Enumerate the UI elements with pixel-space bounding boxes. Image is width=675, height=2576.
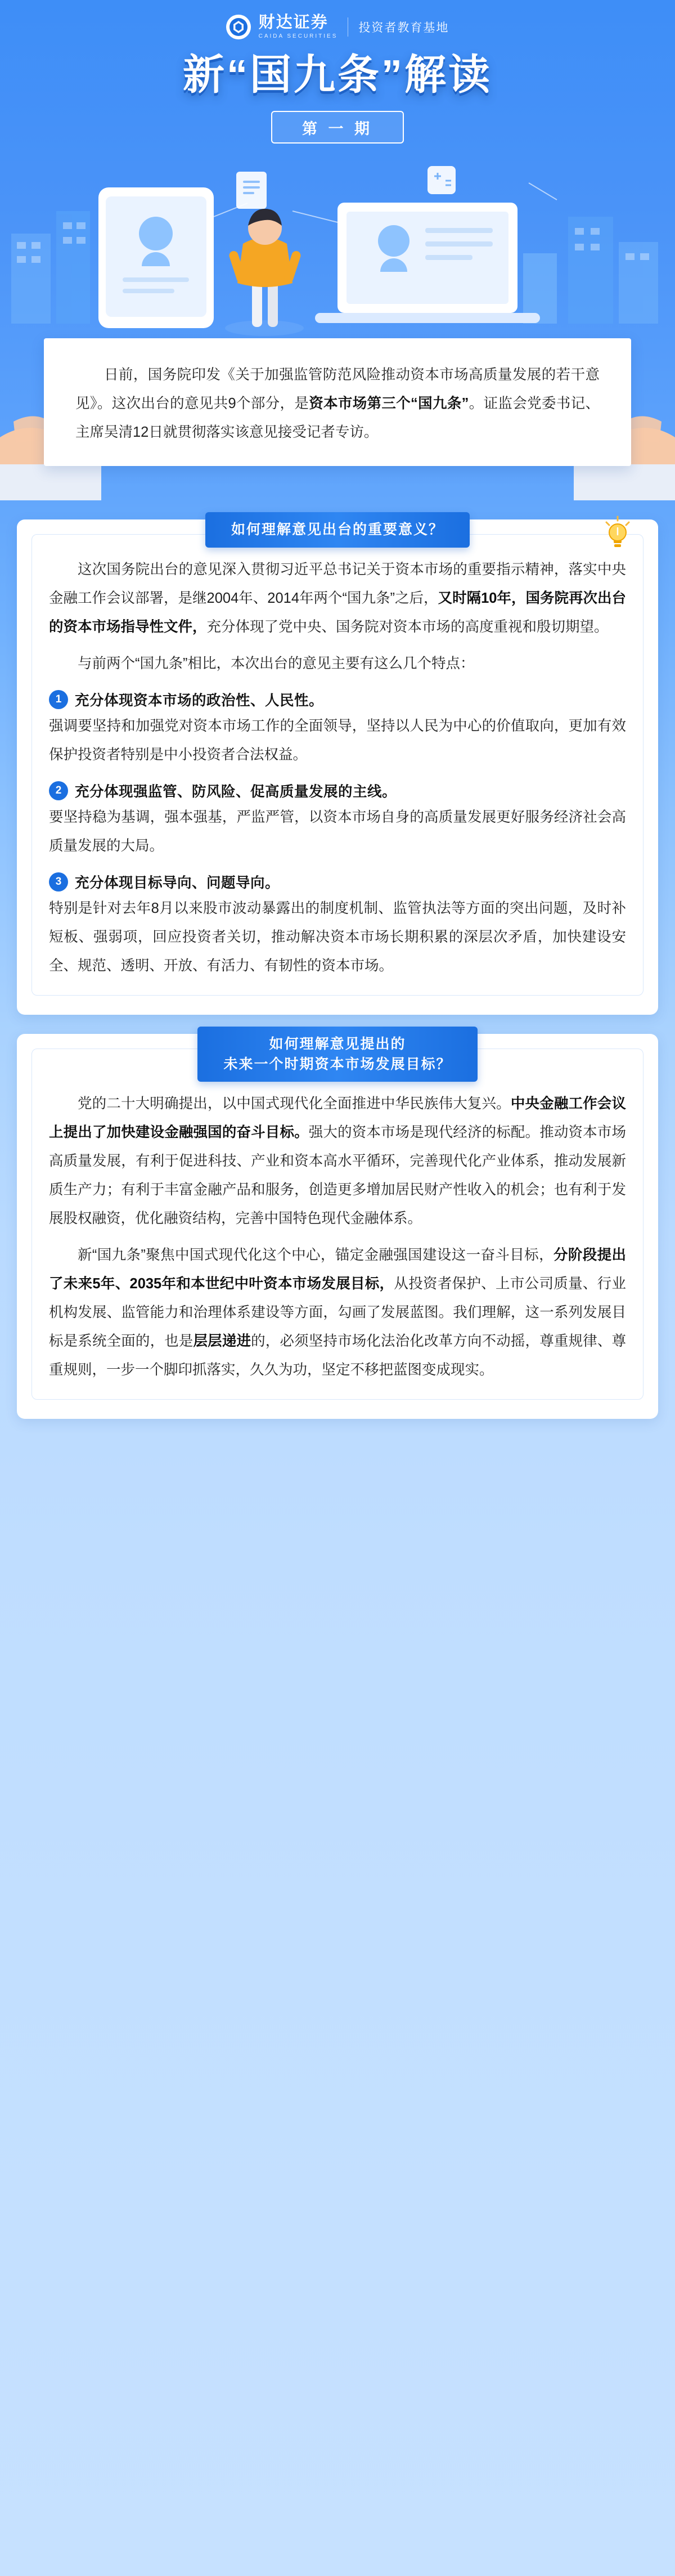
s1p1-part3: 充分体现了党中央、国务院对资本市场的高度重视和殷切期望。 (206, 619, 609, 635)
section-1-paragraph-1 (49, 555, 626, 642)
caida-logo-icon (226, 15, 251, 39)
s2p2-part2-bold: 分阶段提出了未来5年、2035年和本世纪中叶资本市场发展目标， (49, 1247, 626, 1292)
section-1-point-1 (49, 689, 626, 710)
lightbulb-icon (602, 516, 633, 553)
hero-illustration-graphic (0, 149, 675, 341)
brand-name-en: CAIDA SECURITIES (258, 33, 338, 39)
point-1-title: 充分体现资本市场的政治性、人民性。 (75, 692, 324, 709)
quote-part-2: 这次出台的意见共9个部分，是 (111, 396, 309, 412)
point-3-title: 充分体现目标导向、问题导向。 (75, 875, 280, 891)
quote-card (44, 338, 631, 466)
brand-subtitle: 投资者教育基地 (358, 21, 449, 34)
s1p1-part1: 这次国务院出台的意见深入贯彻习近平总书记关于资本市场的重要指示精神，落实中央金融工作会议部署，是继2004年、2014年两个“国九条”之后， (49, 561, 626, 606)
section-2-paragraph-2 (49, 1241, 626, 1385)
section-1-title (205, 512, 470, 547)
brand-name-cn: 财达证券 (258, 14, 328, 32)
page-bottom-spacer (0, 1419, 675, 1453)
s2p2-part3: 从投资者保护、上市公司质量、行业机构发展、监管能力和治理体系建设等方面，勾画了发展蓝图。我们理解，这一系列发展目标是系统全面的，也是 (49, 1276, 626, 1350)
s2p1-part1: 党的二十大明确提出，以中国式现代化全面推进中华民族伟大复兴。 (78, 1096, 511, 1112)
brand-row (0, 15, 675, 39)
section-2-title (197, 1027, 477, 1082)
point-1-number: 1 (49, 690, 68, 709)
section-1-point-2 (49, 781, 626, 801)
quote-part-4: 。证监会党委书记、主席吴清12日就贯彻落实该意见接受记者专访。 (75, 396, 600, 441)
point-1-body: 强调要坚持和加强党对资本市场工作的全面领导，坚持以人民为中心的价值取向，更加有效保护投资者特别是中小投资者合法权益。 (49, 718, 626, 763)
section-1-inner (32, 522, 644, 995)
point-2-number: 2 (49, 781, 68, 800)
s2p2-part4-bold: 层层递进 (193, 1333, 251, 1350)
section-1-header (32, 522, 643, 547)
section-1-point-3 (49, 872, 626, 892)
page-title: 新“国九条”解读 (183, 51, 492, 98)
section-2-inner (32, 1036, 644, 1400)
poster-header (0, 0, 675, 144)
s2p2-part1: 新“国九条”聚焦中国式现代化这个中心，锚定金融强国建设这一奋斗目标， (78, 1247, 554, 1264)
point-3-body: 特别是针对去年8月以来股市波动暴露出的制度机制、监管执法等方面的突出问题，及时补短板、强弱项，回应投资者关切，推动解决资本市场长期积累的深层次矛盾，加快建设安全、规范、透明、开放、有活力、有韧性的资本市场。 (49, 900, 626, 974)
quote-part-3-bold: 资本市场第三个“国九条” (309, 396, 469, 412)
section-2-paragraph-1 (49, 1090, 626, 1233)
s2p1-part2-bold: 中央金融工作会议上提出了加快建设金融强国的奋斗目标。 (49, 1096, 626, 1141)
section-2-header (32, 1036, 643, 1082)
issue-badge: 第 一 期 (271, 111, 404, 144)
s1p2-part1: 与前两个“国九条”相比，本次出台的意见主要有这么几个特点： (78, 655, 475, 671)
hero-illustration (0, 149, 675, 335)
quote-section (0, 331, 675, 500)
s2p1-part3: 强大的资本市场是现代经济的标配。推动资本市场高质量发展，有利于促进科技、产业和资本高水平循环，完善现代化产业体系，推动发展新质生产力；有利于丰富金融产品和服务，创造更多增加居民财产性收入的机会；也有利于发展股权融资，优化融资结构，完善中国特色现代金融体系。 (49, 1125, 626, 1227)
point-2-body: 要坚持稳为基调，强本强基，严监严管，以资本市场自身的高质量发展更好服务经济社会高质量发展的大局。 (49, 809, 626, 854)
section-1-title-line1: 如何理解意见出台的重要意义？ (231, 522, 444, 538)
section-1 (17, 519, 658, 1014)
section-2-title-line2: 未来一个时期资本市场发展目标？ (223, 1056, 452, 1072)
section-1-paragraph-2 (49, 649, 626, 678)
point-3-number: 3 (49, 872, 68, 891)
point-2-title: 充分体现强监管、防风险、促高质量发展的主线。 (75, 783, 397, 800)
s1p1-part2-bold: 又时隔10年，国务院再次出台的资本市场指导性文件， (49, 590, 626, 635)
section-2 (17, 1034, 658, 1419)
quote-text (75, 361, 600, 447)
s2p2-part5: 的，必须坚持市场化法治化改革方向不动摇，尊重规律、尊重规则，一步一个脚印抓落实，久久为功，坚定不移把蓝图变成现实。 (49, 1333, 626, 1378)
quote-part-1: 日前，国务院印发《关于加强监管防范风险推动资本市场高质量发展的若干意见》。 (75, 367, 600, 412)
section-2-title-line1: 如何理解意见提出的 (269, 1036, 406, 1052)
brand-names (259, 15, 338, 39)
